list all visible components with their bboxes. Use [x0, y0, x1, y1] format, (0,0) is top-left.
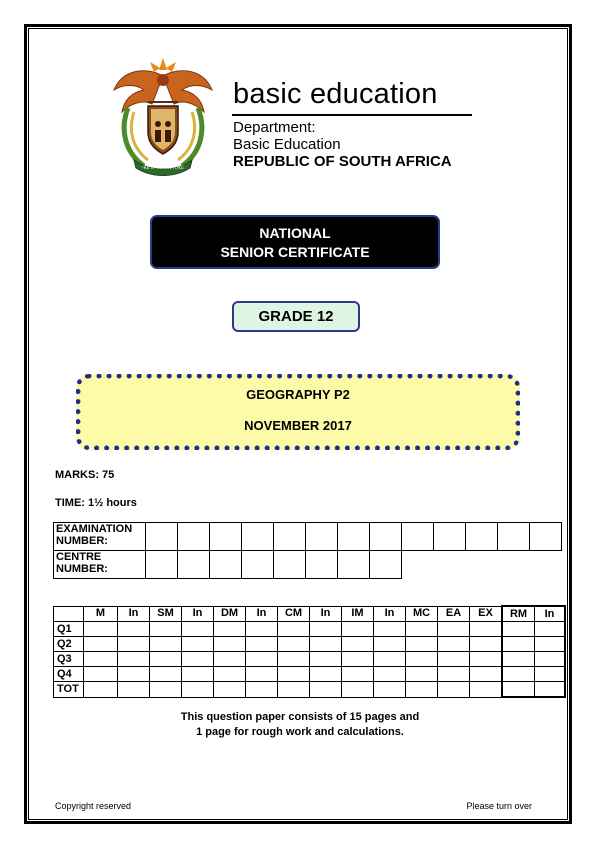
mark-cell[interactable]	[118, 652, 150, 667]
centre-number-cell[interactable]	[242, 551, 274, 579]
marks-row-q4	[54, 667, 566, 682]
mark-cell[interactable]	[438, 652, 470, 667]
mark-cell[interactable]	[406, 652, 438, 667]
mark-cell[interactable]	[310, 682, 342, 698]
mark-cell[interactable]	[182, 682, 214, 698]
mark-cell[interactable]	[182, 622, 214, 637]
centre-number-row	[54, 551, 562, 579]
mark-cell[interactable]	[278, 652, 310, 667]
mark-cell[interactable]	[342, 667, 374, 682]
note-line-1: This question paper consists of 15 pages and	[180, 711, 420, 723]
mark-cell[interactable]	[374, 652, 406, 667]
empty-cell	[530, 551, 562, 579]
col-header-in: In	[182, 606, 214, 622]
mark-cell[interactable]	[84, 682, 118, 698]
row-label-q3: Q3	[54, 652, 84, 667]
certificate-line-2: SENIOR CERTIFICATE	[220, 244, 370, 260]
mark-cell[interactable]	[438, 682, 470, 698]
brand-name: basic education	[233, 78, 438, 110]
mark-cell[interactable]	[246, 682, 278, 698]
exam-number-label-line1: EXAMINATION	[56, 523, 133, 535]
exam-number-cell[interactable]	[242, 523, 274, 551]
mark-cell[interactable]	[150, 667, 182, 682]
col-header-in: In	[246, 606, 278, 622]
exam-number-cell[interactable]	[466, 523, 498, 551]
centre-number-cell[interactable]	[338, 551, 370, 579]
mark-cell[interactable]	[406, 637, 438, 652]
exam-number-cell[interactable]	[498, 523, 530, 551]
col-header-in: In	[118, 606, 150, 622]
certificate-line-1: NATIONAL	[259, 225, 331, 241]
mark-cell[interactable]	[406, 682, 438, 698]
mark-cell[interactable]	[310, 652, 342, 667]
empty-cell	[402, 551, 434, 579]
marks-header-row	[54, 606, 566, 622]
mark-cell[interactable]	[246, 652, 278, 667]
marks-row-tot	[54, 682, 566, 698]
mark-cell[interactable]	[438, 667, 470, 682]
mark-cell[interactable]	[214, 637, 246, 652]
exam-number-cell[interactable]	[146, 523, 178, 551]
col-header-rm: RM	[502, 606, 535, 622]
exam-number-cell[interactable]	[274, 523, 306, 551]
col-header-in: In	[374, 606, 406, 622]
mark-cell[interactable]	[84, 622, 118, 637]
mark-cell[interactable]	[214, 622, 246, 637]
mark-cell[interactable]	[118, 622, 150, 637]
mark-cell[interactable]	[150, 652, 182, 667]
mark-cell[interactable]	[502, 622, 535, 637]
subject-box	[76, 374, 520, 450]
col-header-ea: EA	[438, 606, 470, 622]
mark-cell[interactable]	[150, 622, 182, 637]
exam-number-cell[interactable]	[370, 523, 402, 551]
mark-cell[interactable]	[150, 682, 182, 698]
mark-cell[interactable]	[406, 622, 438, 637]
mark-cell[interactable]	[84, 652, 118, 667]
mark-cell[interactable]	[374, 682, 406, 698]
row-label-tot: TOT	[54, 682, 84, 698]
col-header-sm: SM	[150, 606, 182, 622]
subject-name: GEOGRAPHY P2	[246, 387, 350, 402]
exam-number-cell[interactable]	[530, 523, 562, 551]
marks-header-corner	[54, 606, 84, 622]
mark-cell[interactable]	[438, 637, 470, 652]
mark-cell[interactable]	[150, 637, 182, 652]
mark-cell[interactable]	[214, 667, 246, 682]
certificate-title-box	[150, 215, 440, 269]
mark-cell[interactable]	[182, 667, 214, 682]
marks-label: MARKS: 75	[55, 469, 115, 481]
paper-page-count-note	[0, 710, 600, 740]
centre-number-label-line2: NUMBER:	[56, 563, 108, 575]
mark-cell[interactable]	[535, 622, 566, 637]
mark-cell[interactable]	[118, 637, 150, 652]
turn-over-notice: Please turn over	[466, 801, 532, 811]
mark-cell[interactable]	[84, 637, 118, 652]
mark-cell[interactable]	[118, 667, 150, 682]
col-header-dm: DM	[214, 606, 246, 622]
col-header-im: IM	[342, 606, 374, 622]
exam-number-cell[interactable]	[210, 523, 242, 551]
mark-cell[interactable]	[278, 637, 310, 652]
mark-cell[interactable]	[502, 682, 535, 698]
exam-number-cell[interactable]	[306, 523, 338, 551]
centre-number-cell[interactable]	[274, 551, 306, 579]
mark-cell[interactable]	[246, 637, 278, 652]
centre-number-label-line1: CENTRE	[56, 551, 102, 563]
centre-number-cell[interactable]	[370, 551, 402, 579]
dept-line-2: Basic Education	[233, 136, 341, 153]
marks-grid-table	[53, 605, 566, 698]
mark-cell[interactable]	[470, 667, 503, 682]
mark-cell[interactable]	[502, 667, 535, 682]
mark-cell[interactable]	[342, 682, 374, 698]
mark-cell[interactable]	[246, 667, 278, 682]
exam-number-row	[54, 523, 562, 551]
exam-number-label	[54, 523, 146, 551]
marks-row-q3	[54, 652, 566, 667]
mark-cell[interactable]	[535, 652, 566, 667]
note-line-2: 1 page for rough work and calculations.	[196, 726, 404, 738]
mark-cell[interactable]	[406, 667, 438, 682]
centre-number-cell[interactable]	[146, 551, 178, 579]
country-name: REPUBLIC OF SOUTH AFRICA	[233, 153, 452, 170]
mark-cell[interactable]	[502, 652, 535, 667]
exam-number-cell[interactable]	[178, 523, 210, 551]
dept-line-1: Department:	[233, 119, 316, 136]
mark-cell[interactable]	[342, 622, 374, 637]
copyright-notice: Copyright reserved	[55, 801, 132, 811]
mark-cell[interactable]	[374, 622, 406, 637]
mark-cell[interactable]	[470, 622, 503, 637]
centre-number-label	[54, 551, 146, 579]
col-header-cm: CM	[278, 606, 310, 622]
col-header-in: In	[535, 606, 566, 622]
mark-cell[interactable]	[342, 652, 374, 667]
mark-cell[interactable]	[470, 682, 503, 698]
mark-cell[interactable]	[535, 682, 566, 698]
row-label-q2: Q2	[54, 637, 84, 652]
row-label-q1: Q1	[54, 622, 84, 637]
row-label-q4: Q4	[54, 667, 84, 682]
mark-cell[interactable]	[535, 667, 566, 682]
department-block	[233, 119, 452, 170]
mark-cell[interactable]	[278, 667, 310, 682]
exam-number-cell[interactable]	[434, 523, 466, 551]
marks-row-q2	[54, 637, 566, 652]
brand-underline	[232, 114, 472, 116]
centre-number-cell[interactable]	[306, 551, 338, 579]
empty-cell	[466, 551, 498, 579]
mark-cell[interactable]	[214, 652, 246, 667]
mark-cell[interactable]	[278, 682, 310, 698]
centre-number-cell[interactable]	[178, 551, 210, 579]
centre-number-cell[interactable]	[210, 551, 242, 579]
mark-cell[interactable]	[182, 652, 214, 667]
col-header-mc: MC	[406, 606, 438, 622]
mark-cell[interactable]	[342, 637, 374, 652]
mark-cell[interactable]	[438, 622, 470, 637]
mark-cell[interactable]	[470, 637, 503, 652]
mark-cell[interactable]	[374, 667, 406, 682]
empty-cell	[434, 551, 466, 579]
coat-of-arms-icon	[110, 56, 216, 178]
col-header-m: M	[84, 606, 118, 622]
mark-cell[interactable]	[278, 622, 310, 637]
emblem-motto: !KE E: /XARRA //KE	[142, 166, 184, 171]
mark-cell[interactable]	[535, 637, 566, 652]
time-label: TIME: 1½ hours	[55, 497, 137, 509]
candidate-number-table	[53, 522, 562, 579]
exam-number-cell[interactable]	[338, 523, 370, 551]
exam-number-label-line2: NUMBER:	[56, 535, 108, 547]
exam-number-cell[interactable]	[402, 523, 434, 551]
marks-row-q1	[54, 622, 566, 637]
grade-badge: GRADE 12	[232, 301, 360, 332]
mark-cell[interactable]	[310, 667, 342, 682]
mark-cell[interactable]	[214, 682, 246, 698]
exam-date: NOVEMBER 2017	[244, 418, 352, 433]
mark-cell[interactable]	[502, 637, 535, 652]
mark-cell[interactable]	[84, 667, 118, 682]
mark-cell[interactable]	[374, 637, 406, 652]
mark-cell[interactable]	[470, 652, 503, 667]
empty-cell	[498, 551, 530, 579]
col-header-ex: EX	[470, 606, 503, 622]
mark-cell[interactable]	[310, 622, 342, 637]
col-header-in: In	[310, 606, 342, 622]
mark-cell[interactable]	[310, 637, 342, 652]
mark-cell[interactable]	[246, 622, 278, 637]
mark-cell[interactable]	[182, 637, 214, 652]
mark-cell[interactable]	[118, 682, 150, 698]
